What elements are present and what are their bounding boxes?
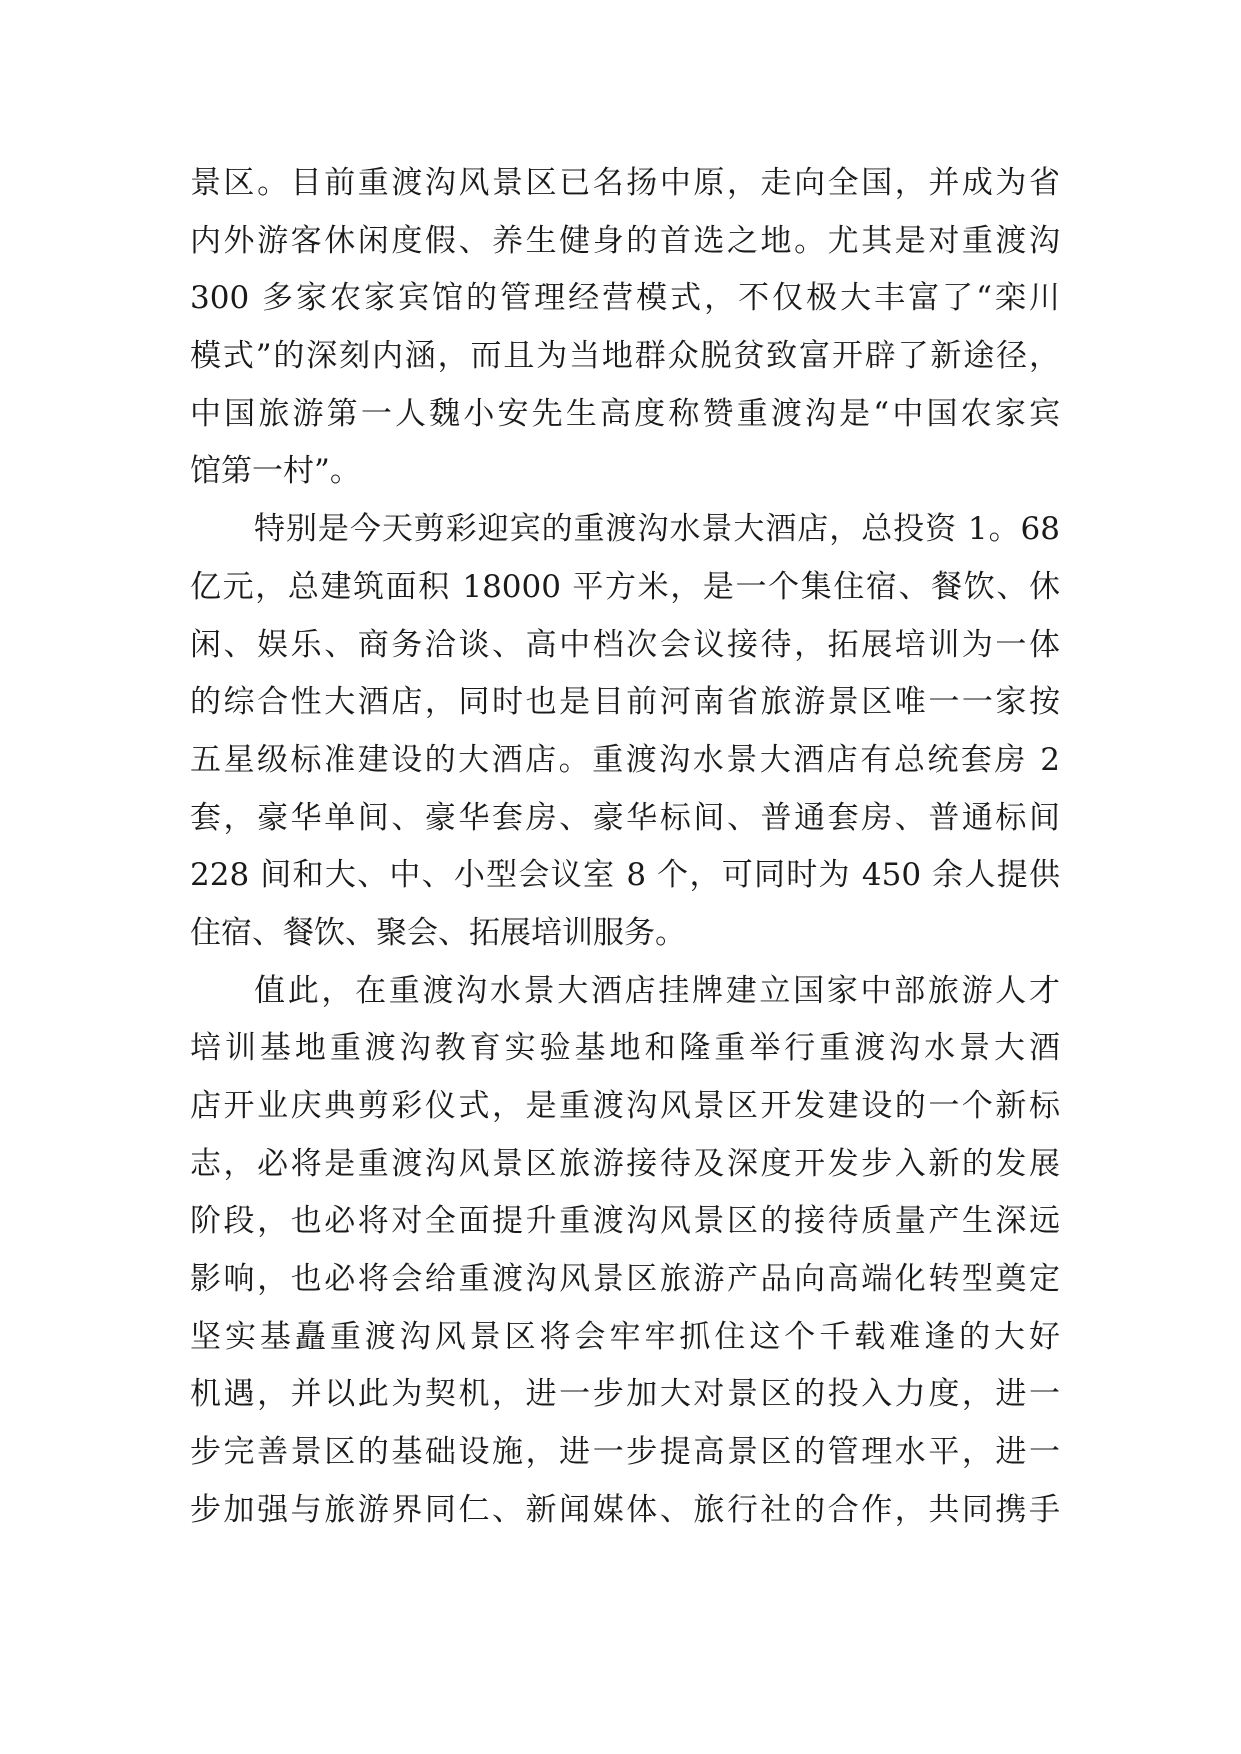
text-line: 套，豪华单间、豪华套房、豪华标间、普通套房、普通标间 (190, 799, 1060, 836)
text-line: 值此，在重渡沟水景大酒店挂牌建立国家中部旅游人才 (254, 972, 1060, 1009)
paragraph-2 (190, 501, 1060, 963)
text-line: 228 间和大、中、小型会议室 8 个，可同时为 450 余人提供 (190, 857, 1060, 894)
text-line: 步加强与旅游界同仁、新闻媒体、旅行社的合作，共同携手 (190, 1491, 1060, 1528)
text-line: 机遇，并以此为契机，进一步加大对景区的投入力度，进一 (190, 1376, 1060, 1413)
text-line: 店开业庆典剪彩仪式，是重渡沟风景区开发建设的一个新标 (190, 1088, 1060, 1124)
text-line: 影响，也必将会给重渡沟风景区旅游产品向高端化转型奠定 (190, 1261, 1060, 1298)
text-line: 五星级标准建设的大酒店。重渡沟水景大酒店有总统套房 2 (190, 741, 1060, 778)
text-line: 住宿、餐饮、聚会、拓展培训服务。 (190, 914, 686, 951)
text-line: 阶段，也必将对全面提升重渡沟风景区的接待质量产生深远 (190, 1203, 1060, 1240)
text-line: 闲、娱乐、商务洽谈、高中档次会议接待，拓展培训为一体 (190, 626, 1060, 663)
text-line: 模式”的深刻内涵，而且为当地群众脱贫致富开辟了新途径， (190, 338, 1060, 375)
text-line: 亿元，总建筑面积 18000 平方米，是一个集住宿、餐饮、休 (190, 568, 1060, 605)
document-body (190, 155, 1060, 1540)
text-line: 中国旅游第一人魏小安先生高度称赞重渡沟是“中国农家宾 (190, 395, 1060, 432)
text-line: 步完善景区的基础设施，进一步提高景区的管理水平，进一 (190, 1434, 1060, 1471)
text-line: 培训基地重渡沟教育实验基地和隆重举行重渡沟水景大酒 (190, 1030, 1060, 1067)
text-line: 馆第一村”。 (190, 453, 361, 490)
text-line: 300 多家农家宾馆的管理经营模式，不仅极大丰富了“栾川 (190, 280, 1060, 317)
paragraph-1 (190, 155, 1060, 501)
paragraph-3 (190, 963, 1060, 1540)
text-line: 坚实基矗重渡沟风景区将会牢牢抓住这个千载难逢的大好 (190, 1318, 1060, 1355)
text-line: 内外游客休闲度假、养生健身的首选之地。尤其是对重渡沟 (190, 222, 1060, 259)
text-line: 的综合性大酒店，同时也是目前河南省旅游景区唯一一家按 (190, 684, 1060, 721)
text-line: 志，必将是重渡沟风景区旅游接待及深度开发步入新的发展 (190, 1145, 1060, 1182)
text-line: 景区。目前重渡沟风景区已名扬中原，走向全国，并成为省 (190, 165, 1060, 201)
text-line: 特别是今天剪彩迎宾的重渡沟水景大酒店，总投资 1。68 (254, 511, 1060, 548)
